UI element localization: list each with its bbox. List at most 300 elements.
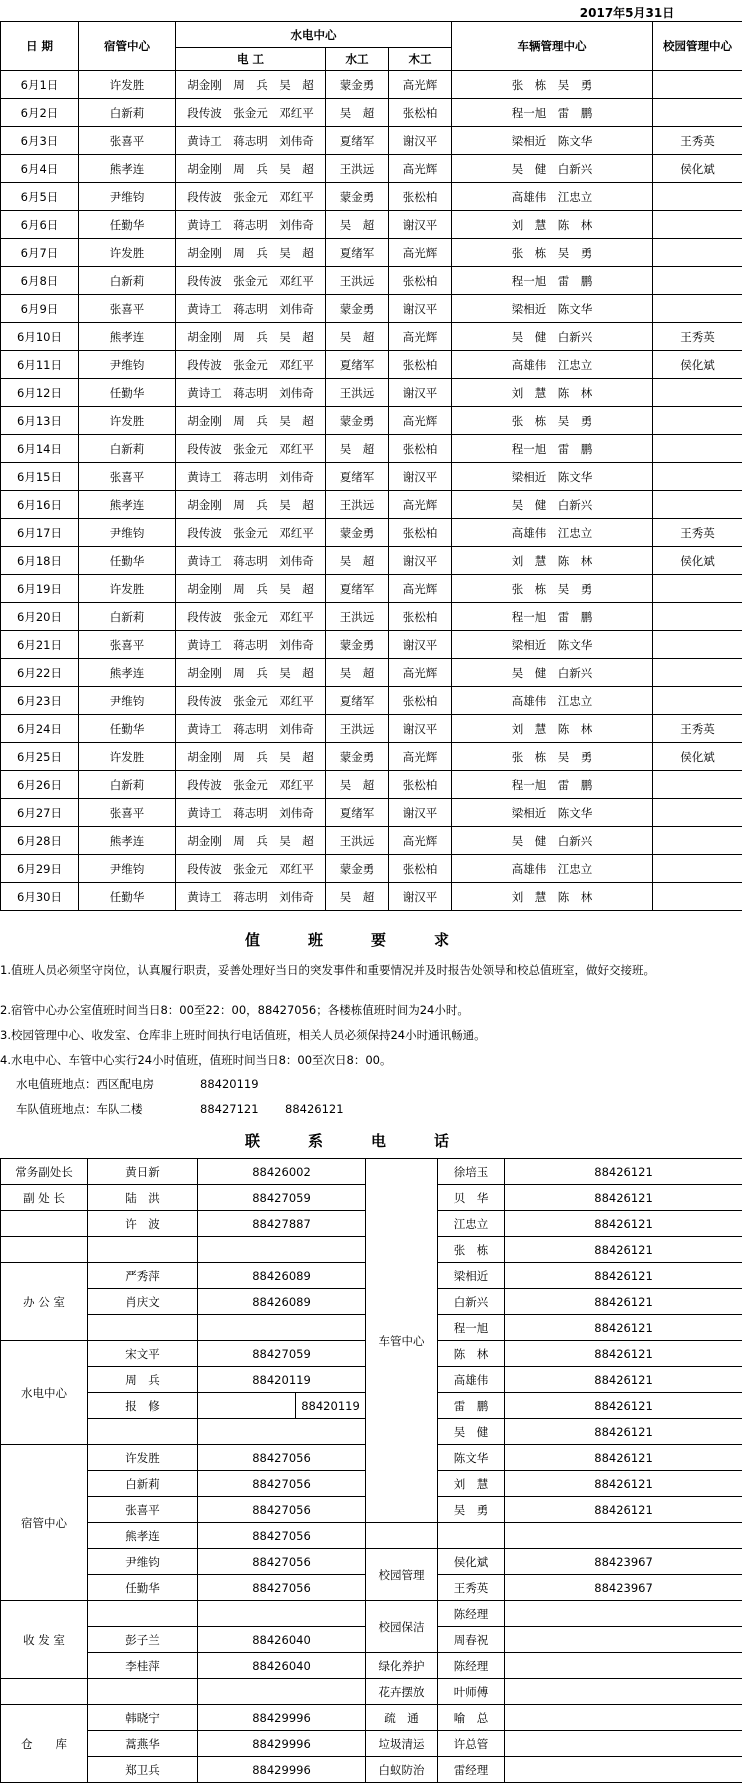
roster-dorm: 尹维钧 [79,687,176,715]
deputy-1-phone: 88427059 [198,1185,366,1211]
roster-dorm: 任勤华 [79,715,176,743]
roster-vehicle: 吴 健 白新兴 [452,659,653,687]
dorm-person-phone: 88427056 [198,1471,366,1497]
roster-row [1,491,742,519]
roster-dorm: 张喜平 [79,295,176,323]
roster-carpenter: 高光辉 [389,575,452,603]
fleet-person-phone: 88426121 [505,1315,742,1341]
fleet-person-phone: 88426121 [505,1289,742,1315]
roster-row [1,799,742,827]
contacts-table [0,1158,742,1783]
roster-electricians: 段传波 张金元 邓红平 [176,351,326,379]
fleet-phone-1: 88427121 [200,1102,259,1116]
roster-campus [653,407,742,435]
roster-dorm: 许发胜 [79,407,176,435]
roster-electricians: 段传波 张金元 邓红平 [176,99,326,127]
roster-dorm: 熊孝连 [79,323,176,351]
roster-dorm: 任勤华 [79,211,176,239]
roster-plumber: 蒙金勇 [326,407,389,435]
roster-dorm: 尹维钧 [79,351,176,379]
roster-row [1,771,742,799]
campus-2-phone: 88423967 [505,1575,742,1601]
roster-campus: 王秀英 [653,127,742,155]
fleet-person-phone: 88426121 [505,1159,742,1185]
store-1-phone: 88429996 [198,1705,366,1731]
roster-dorm: 任勤华 [79,379,176,407]
roster-vehicle: 张 栋 吴 勇 [452,407,653,435]
roster-row [1,603,742,631]
roster-vehicle: 程一旭 雷 鹏 [452,99,653,127]
roster-vehicle: 吴 健 白新兴 [452,155,653,183]
roster-date: 6月30日 [1,883,79,911]
roster-plumber: 夏绪军 [326,575,389,603]
fleet-person-name: 雷 鹏 [438,1393,505,1419]
roster-plumber: 蒙金勇 [326,183,389,211]
fleet-person-phone: 88426121 [505,1211,742,1237]
roster-date: 6月15日 [1,463,79,491]
roster-row [1,267,742,295]
roster-carpenter: 谢汉平 [389,463,452,491]
roster-date: 6月14日 [1,435,79,463]
utility-2-name: 周 兵 [88,1367,198,1393]
roster-vehicle: 程一旭 雷 鹏 [452,435,653,463]
roster-date: 6月6日 [1,211,79,239]
roster-plumber: 吴 超 [326,883,389,911]
roster-carpenter: 高光辉 [389,71,452,99]
roster-carpenter: 高光辉 [389,407,452,435]
roster-date: 6月10日 [1,323,79,351]
roster-electricians: 黄诗工 蒋志明 刘伟奇 [176,799,326,827]
roster-date: 6月16日 [1,491,79,519]
greening-label: 绿化养护 [366,1653,438,1679]
header-campus: 校园管理中心 [653,22,742,71]
roster-dorm: 尹维钧 [79,183,176,211]
roster-date: 6月8日 [1,267,79,295]
roster-vehicle: 高雄伟 江忠立 [452,855,653,883]
roster-electricians: 段传波 张金元 邓红平 [176,519,326,547]
utility-1-phone: 88427059 [198,1341,366,1367]
roster-carpenter: 谢汉平 [389,547,452,575]
office-1-phone: 88426089 [198,1263,366,1289]
roster-dorm: 许发胜 [79,575,176,603]
roster-campus [653,771,742,799]
roster-electricians: 黄诗工 蒋志明 刘伟奇 [176,883,326,911]
header-vehicle: 车辆管理中心 [452,22,653,71]
requirement-4: 4.水电中心、车管中心实行24小时值班，值班时间当日8：00至次日8：00。 [0,1053,392,1067]
roster-campus [653,183,742,211]
roster-carpenter: 高光辉 [389,239,452,267]
roster-carpenter: 高光辉 [389,491,452,519]
mail-1-name: 彭子兰 [88,1627,198,1653]
roster-dorm: 许发胜 [79,743,176,771]
roster-dorm: 任勤华 [79,547,176,575]
header-dorm: 宿管中心 [79,22,176,71]
roster-plumber: 王洪远 [326,715,389,743]
dorm-person-phone: 88427056 [198,1523,366,1549]
fleet-person-phone: 88426121 [505,1419,742,1445]
roster-vehicle: 张 栋 吴 勇 [452,743,653,771]
roster-plumber: 蒙金勇 [326,743,389,771]
utility-1-name: 宋文平 [88,1341,198,1367]
roster-campus [653,855,742,883]
roster-date: 6月28日 [1,827,79,855]
mail-room-label: 收 发 室 [1,1601,88,1679]
roster-carpenter: 高光辉 [389,827,452,855]
roster-carpenter: 高光辉 [389,743,452,771]
roster-campus [653,379,742,407]
fleet-person-name: 吴 健 [438,1419,505,1445]
roster-vehicle: 梁相近 陈文华 [452,295,653,323]
roster-electricians: 黄诗工 蒋志明 刘伟奇 [176,295,326,323]
roster-plumber: 夏绪军 [326,351,389,379]
roster-vehicle: 程一旭 雷 鹏 [452,771,653,799]
roster-campus [653,295,742,323]
cleaning-label: 校园保洁 [366,1601,438,1653]
roster-vehicle: 刘 慧 陈 林 [452,379,653,407]
roster-date: 6月17日 [1,519,79,547]
roster-plumber: 王洪远 [326,491,389,519]
garbage-person: 许总管 [438,1731,505,1757]
greening-person: 陈经理 [438,1653,505,1679]
roster-dorm: 许发胜 [79,71,176,99]
roster-carpenter: 张松柏 [389,855,452,883]
roster-row [1,855,742,883]
roster-plumber: 吴 超 [326,323,389,351]
roster-dorm: 尹维钧 [79,855,176,883]
roster-campus: 侯化斌 [653,351,742,379]
roster-campus [653,435,742,463]
roster-electricians: 段传波 张金元 邓红平 [176,687,326,715]
utility-2-phone: 88420119 [198,1367,366,1393]
roster-row [1,883,742,911]
mail-1-phone: 88426040 [198,1627,366,1653]
roster-plumber: 蒙金勇 [326,519,389,547]
roster-carpenter: 张松柏 [389,603,452,631]
garbage-label: 垃圾清运 [366,1731,438,1757]
roster-row [1,351,742,379]
roster-vehicle: 刘 慧 陈 林 [452,883,653,911]
cleaning-person-1: 陈经理 [438,1601,505,1627]
roster-plumber: 夏绪军 [326,127,389,155]
roster-date: 6月25日 [1,743,79,771]
campus-1-name: 侯化斌 [438,1549,505,1575]
roster-campus: 侯化斌 [653,547,742,575]
exec-deputy-name: 黄日新 [88,1159,198,1185]
roster-row [1,435,742,463]
roster-date: 6月24日 [1,715,79,743]
roster-campus [653,463,742,491]
roster-dorm: 白新莉 [79,771,176,799]
roster-row [1,575,742,603]
roster-vehicle: 张 栋 吴 勇 [452,71,653,99]
roster-row [1,239,742,267]
roster-plumber: 吴 超 [326,771,389,799]
office-2-name: 肖庆文 [88,1289,198,1315]
roster-campus [653,71,742,99]
roster-carpenter: 谢汉平 [389,295,452,323]
roster-electricians: 段传波 张金元 邓红平 [176,771,326,799]
dorm-person-phone: 88427056 [198,1497,366,1523]
roster-date: 6月11日 [1,351,79,379]
store-3-name: 郑卫兵 [88,1757,198,1783]
roster-row [1,127,742,155]
roster-date: 6月29日 [1,855,79,883]
report-date: 2017年5月31日 [579,6,675,20]
roster-plumber: 王洪远 [326,827,389,855]
roster-vehicle: 高雄伟 江忠立 [452,687,653,715]
roster-dorm: 尹维钧 [79,519,176,547]
roster-carpenter: 谢汉平 [389,883,452,911]
roster-vehicle: 梁相近 陈文华 [452,631,653,659]
exec-deputy-title: 常务副处长 [1,1159,88,1185]
roster-vehicle: 吴 健 白新兴 [452,491,653,519]
roster-dorm: 白新莉 [79,267,176,295]
roster-carpenter: 张松柏 [389,435,452,463]
roster-vehicle: 高雄伟 江忠立 [452,351,653,379]
roster-campus [653,827,742,855]
header-plumber: 水工 [326,48,389,71]
duty-roster-table [0,21,742,911]
roster-date: 6月26日 [1,771,79,799]
pest-person: 雷经理 [438,1757,505,1783]
roster-vehicle: 梁相近 陈文华 [452,799,653,827]
fleet-person-phone: 88426121 [505,1263,742,1289]
drain-label: 疏 通 [366,1705,438,1731]
roster-date: 6月1日 [1,71,79,99]
roster-date: 6月27日 [1,799,79,827]
fleet-person-name: 江忠立 [438,1211,505,1237]
office-1-name: 严秀萍 [88,1263,198,1289]
roster-plumber: 蒙金勇 [326,295,389,323]
roster-date: 6月4日 [1,155,79,183]
roster-vehicle: 程一旭 雷 鹏 [452,267,653,295]
roster-carpenter: 谢汉平 [389,127,452,155]
roster-carpenter: 谢汉平 [389,379,452,407]
roster-vehicle: 刘 慧 陈 林 [452,715,653,743]
campus-2-name: 王秀英 [438,1575,505,1601]
roster-date: 6月19日 [1,575,79,603]
dorm-person-name: 许发胜 [88,1445,198,1471]
roster-carpenter: 张松柏 [389,519,452,547]
roster-row [1,211,742,239]
roster-electricians: 黄诗工 蒋志明 刘伟奇 [176,547,326,575]
roster-electricians: 段传波 张金元 邓红平 [176,855,326,883]
fleet-person-phone: 88426121 [505,1393,742,1419]
header-utility: 水电中心 [176,22,452,48]
deputy-1-name: 陆 洪 [88,1185,198,1211]
roster-campus: 王秀英 [653,715,742,743]
mail-2-name: 李桂萍 [88,1653,198,1679]
roster-date: 6月20日 [1,603,79,631]
roster-campus [653,883,742,911]
roster-row [1,99,742,127]
roster-carpenter: 高光辉 [389,155,452,183]
storehouse-label: 仓 库 [1,1705,88,1783]
roster-electricians: 胡金刚 周 兵 吴 超 [176,71,326,99]
roster-campus [653,631,742,659]
roster-campus: 王秀英 [653,323,742,351]
fleet-person-name: 陈文华 [438,1445,505,1471]
roster-plumber: 夏绪军 [326,239,389,267]
roster-row [1,295,742,323]
deputy-title: 副 处 长 [1,1185,88,1211]
roster-campus [653,575,742,603]
dorm-person-phone: 88427056 [198,1575,366,1601]
roster-plumber: 王洪远 [326,379,389,407]
roster-date: 6月23日 [1,687,79,715]
roster-row [1,743,742,771]
repair-name: 报 修 [88,1393,198,1419]
roster-electricians: 黄诗工 蒋志明 刘伟奇 [176,631,326,659]
roster-row [1,631,742,659]
roster-plumber: 王洪远 [326,603,389,631]
roster-row [1,379,742,407]
roster-plumber: 夏绪军 [326,687,389,715]
roster-vehicle: 梁相近 陈文华 [452,127,653,155]
roster-campus [653,239,742,267]
utility-center-label: 水电中心 [1,1341,88,1445]
fleet-location: 车队值班地点：车队二楼 [16,1102,143,1116]
roster-date: 6月22日 [1,659,79,687]
fleet-person-name: 张 栋 [438,1237,505,1263]
roster-plumber: 王洪远 [326,267,389,295]
roster-dorm: 熊孝连 [79,155,176,183]
roster-plumber: 夏绪军 [326,463,389,491]
fleet-person-name: 徐培玉 [438,1159,505,1185]
fleet-person-name: 高雄伟 [438,1367,505,1393]
roster-electricians: 黄诗工 蒋志明 刘伟奇 [176,715,326,743]
roster-date: 6月18日 [1,547,79,575]
fleet-person-name: 刘 慧 [438,1471,505,1497]
roster-vehicle: 吴 健 白新兴 [452,323,653,351]
roster-campus: 侯化斌 [653,743,742,771]
repair-phone: 88420119 [296,1393,366,1419]
fleet-person-phone: 88426121 [505,1471,742,1497]
roster-carpenter: 谢汉平 [389,211,452,239]
roster-dorm: 熊孝连 [79,491,176,519]
fleet-person-name: 白新兴 [438,1289,505,1315]
fleet-person-phone: 88426121 [505,1237,742,1263]
roster-plumber: 吴 超 [326,547,389,575]
roster-dorm: 熊孝连 [79,827,176,855]
flowers-label: 花卉摆放 [366,1679,438,1705]
header-electric: 电 工 [176,48,326,71]
roster-electricians: 胡金刚 周 兵 吴 超 [176,155,326,183]
roster-date: 6月12日 [1,379,79,407]
roster-row [1,827,742,855]
roster-campus [653,491,742,519]
roster-vehicle: 刘 慧 陈 林 [452,547,653,575]
utility-phone: 88420119 [200,1077,259,1091]
fleet-person-name: 程一旭 [438,1315,505,1341]
requirement-1: 1.值班人员必须坚守岗位，认真履行职责，妥善处理好当日的突发事件和重要情况并及时报告处领导和校总值班室，做好交接班。 [0,963,655,977]
dorm-person-name: 白新莉 [88,1471,198,1497]
flowers-person: 叶师傅 [438,1679,505,1705]
roster-electricians: 胡金刚 周 兵 吴 超 [176,575,326,603]
office-label: 办 公 室 [1,1263,88,1341]
cleaning-person-2: 周春祝 [438,1627,505,1653]
header-carpenter: 木工 [389,48,452,71]
deputy-2-name: 许 波 [88,1211,198,1237]
store-2-name: 蒿燕华 [88,1731,198,1757]
roster-dorm: 熊孝连 [79,659,176,687]
store-2-phone: 88429996 [198,1731,366,1757]
roster-electricians: 黄诗工 蒋志明 刘伟奇 [176,211,326,239]
roster-electricians: 段传波 张金元 邓红平 [176,435,326,463]
roster-row [1,687,742,715]
roster-electricians: 黄诗工 蒋志明 刘伟奇 [176,463,326,491]
campus-management-label: 校园管理 [366,1549,438,1601]
fleet-center-label: 车管中心 [366,1159,438,1523]
roster-date: 6月5日 [1,183,79,211]
store-1-name: 韩晓宁 [88,1705,198,1731]
roster-vehicle: 梁相近 陈文华 [452,463,653,491]
dorm-person-name: 尹维钧 [88,1549,198,1575]
roster-electricians: 黄诗工 蒋志明 刘伟奇 [176,379,326,407]
roster-vehicle: 程一旭 雷 鹏 [452,603,653,631]
roster-vehicle: 刘 慧 陈 林 [452,211,653,239]
roster-campus [653,603,742,631]
fleet-person-name: 陈 林 [438,1341,505,1367]
roster-vehicle: 高雄伟 江忠立 [452,183,653,211]
roster-electricians: 胡金刚 周 兵 吴 超 [176,239,326,267]
roster-campus [653,799,742,827]
campus-1-phone: 88423967 [505,1549,742,1575]
roster-carpenter: 谢汉平 [389,799,452,827]
roster-row [1,463,742,491]
requirement-2: 2.宿管中心办公室值班时间当日8：00至22：00，88427056；各楼栋值班时间为24小时。 [0,1003,469,1017]
roster-campus: 侯化斌 [653,155,742,183]
roster-date: 6月21日 [1,631,79,659]
roster-date: 6月3日 [1,127,79,155]
roster-date: 6月9日 [1,295,79,323]
roster-campus [653,687,742,715]
roster-date: 6月13日 [1,407,79,435]
roster-electricians: 胡金刚 周 兵 吴 超 [176,323,326,351]
fleet-person-phone: 88426121 [505,1497,742,1523]
drain-person: 喻 总 [438,1705,505,1731]
deputy-2-phone: 88427887 [198,1211,366,1237]
roster-plumber: 吴 超 [326,99,389,127]
roster-electricians: 胡金刚 周 兵 吴 超 [176,491,326,519]
fleet-person-name: 吴 勇 [438,1497,505,1523]
roster-plumber: 蒙金勇 [326,855,389,883]
roster-plumber: 吴 超 [326,659,389,687]
roster-dorm: 白新莉 [79,435,176,463]
roster-vehicle: 高雄伟 江忠立 [452,519,653,547]
roster-campus [653,211,742,239]
requirement-3: 3.校园管理中心、收发室、仓库非上班时间执行电话值班，相关人员必须保持24小时通讯畅通。 [0,1028,486,1042]
dorm-person-phone: 88427056 [198,1549,366,1575]
roster-plumber: 吴 超 [326,211,389,239]
roster-row [1,71,742,99]
exec-deputy-phone: 88426002 [198,1159,366,1185]
store-3-phone: 88429996 [198,1757,366,1783]
fleet-person-name: 梁相近 [438,1263,505,1289]
roster-electricians: 段传波 张金元 邓红平 [176,183,326,211]
roster-row [1,547,742,575]
roster-dorm: 张喜平 [79,463,176,491]
roster-electricians: 胡金刚 周 兵 吴 超 [176,407,326,435]
roster-vehicle: 吴 健 白新兴 [452,827,653,855]
roster-electricians: 胡金刚 周 兵 吴 超 [176,743,326,771]
roster-dorm: 白新莉 [79,603,176,631]
roster-dorm: 许发胜 [79,239,176,267]
roster-carpenter: 张松柏 [389,183,452,211]
dorm-center-label: 宿管中心 [1,1445,88,1601]
roster-dorm: 张喜平 [79,631,176,659]
roster-carpenter: 谢汉平 [389,715,452,743]
